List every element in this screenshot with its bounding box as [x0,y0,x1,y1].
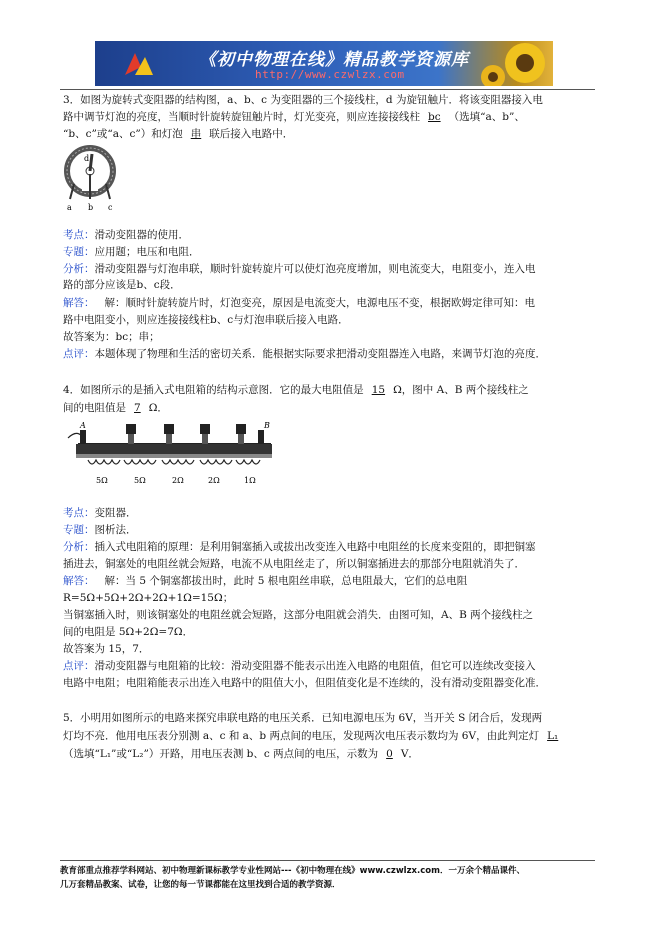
sunflower-icon [473,41,553,86]
q5-answer-voltage: 0 [386,748,393,760]
q3-jieda-1: 解答： 解：顺时针旋转旋片时，灯泡变亮，原因是电流变大，电源电压不变，根据欧姆定律可知：电 [63,297,535,309]
page-footer [60,864,600,892]
resistor-label-3: 2Ω [172,476,184,485]
terminal-a-label: A [80,421,86,430]
q4-line1: 4．如图所示的是插入式电阻箱的结构示意图．它的最大电阻值是 15 Ω，图中 A、B 两个接线柱之 [63,384,529,396]
q4-dianping-2: 电路中电阻；电阻箱能表示出连入电路中的阻值大小，但阻值变化是不连续的，没有滑动变阻器变化准． [63,677,546,689]
q3-fenxi-2: 路的部分应该是b、c段． [63,279,181,291]
q3-answer-connection: 串 [190,128,202,140]
resistor-label-2: 5Ω [134,476,146,485]
resistance-box-figure [66,420,286,488]
q4-zhuanti: 专题：图析法． [63,524,137,536]
q5-line1: 5．小明用如图所示的电路来探究串联电路的电压关系．已知电源电压为 6V，当开关 S 闭合后，发现两 [63,712,543,724]
banner-url[interactable]: http://www.czwlzx.com [255,68,405,81]
banner-title: 《初中物理在线》精品教学资源库 [199,50,469,70]
q4-line2: 间的电阻值是 7 Ω． [63,402,168,414]
q3-final-answer: 故答案为：bc；串； [63,331,160,343]
q3-line2: 路中调节灯泡的亮度，当顺时针旋转旋钮触片时，灯光变亮，则应连接接线柱 bc （选填“a、b”、 [63,111,525,123]
rheostat-label-c: c [108,203,113,212]
q3-zhuanti: 专题：应用题；电压和电阻． [63,246,200,258]
q4-jieda-1: 解答： 解：当 5 个铜塞都拔出时，此时 5 根电阻丝串联，总电阻最大，它们的总电阻 [63,575,468,587]
q4-kaodian: 考点：变阻器． [63,507,137,519]
q4-jieda-2: R=5Ω+5Ω+2Ω+2Ω+1Ω=15Ω； [63,592,234,604]
q5-answer-lamp: L₁ [547,730,559,742]
rotary-rheostat-figure [62,144,122,214]
q4-fenxi-2: 插进去，铜塞处的电阻丝就会短路，电流不从电阻丝走了，所以铜塞插进去的那部分电阻就消失了． [63,558,525,570]
q4-fenxi-1: 分析：插入式电阻箱的原理：是利用铜塞插入或拔出改变连入电路中电阻丝的长度来变阻的，即把铜塞 [63,541,536,553]
q3-answer-terminals: bc [428,111,441,123]
rheostat-label-a: a [67,203,72,212]
resistor-label-5: 1Ω [244,476,256,485]
q4-jieda-4: 间的电阻是 5Ω+2Ω=7Ω． [63,626,194,638]
footer-line2: 几万套精品教案、试卷，让您的每一节课都能在这里找到合适的教学资源． [60,880,341,890]
q4-final-answer: 故答案为 15，7． [63,643,150,655]
resistor-label-4: 2Ω [208,476,220,485]
q3-dianping: 点评：本题体现了物理和生活的密切关系．能根据实际要求把滑动变阻器连入电路，来调节灯泡的亮度． [63,348,546,360]
footer-line1: 教育部重点推荐学科网站、初中物理新课标教学专业性网站---《初中物理在线》www.czwlzx.com．一万余个精品课件、 [60,866,525,876]
q3-fenxi-1: 分析：滑动变阻器与灯泡串联，顺时针旋转旋片可以使灯泡亮度增加，则电流变大，电阻变小，连入电 [63,263,536,275]
q4-dianping-1: 点评：滑动变阻器与电阻箱的比较：滑动变阻器不能表示出连入电路的电阻值，但它可以连续改变接入 [63,660,536,672]
q4-answer-max: 15 [371,384,386,396]
rheostat-label-b: b [88,203,94,212]
q3-jieda-2: 路中电阻变小，则应连接接线柱b、c与灯泡串联后接入电路． [63,314,349,326]
q3-line3: “b、c”或“a、c”）和灯泡 串 联后接入电路中． [63,128,294,140]
header-rule [60,89,595,90]
q5-line3: （选填“L₁”或“L₂”）开路，用电压表测 b、c 两点间的电压，示数为 0 V． [63,748,419,760]
resistor-label-1: 5Ω [96,476,108,485]
footer-rule [60,860,595,861]
site-logo-icon [121,49,157,79]
q3-kaodian: 考点：滑动变阻器的使用． [63,229,189,241]
q3-line1: 3．如图为旋转式变阻器的结构图，a、b、c 为变阻器的三个接线柱，d 为旋钮触片．将该变阻器接入电 [63,94,543,106]
q5-line2: 灯均不亮．他用电压表分别测 a、c 和 a、b 两点间的电压，发现两次电压表示数均为 6V，由此判定灯 L₁ [63,728,593,744]
terminal-b-label: B [264,421,270,430]
rheostat-label-d: d [84,154,90,163]
q4-jieda-3: 当铜塞插入时，则该铜塞处的电阻丝就会短路，这部分电阻就会消失．由图可知，A、B 两个接线柱之 [63,609,534,621]
header-banner [95,41,553,86]
q4-answer-ab: 7 [134,402,141,414]
